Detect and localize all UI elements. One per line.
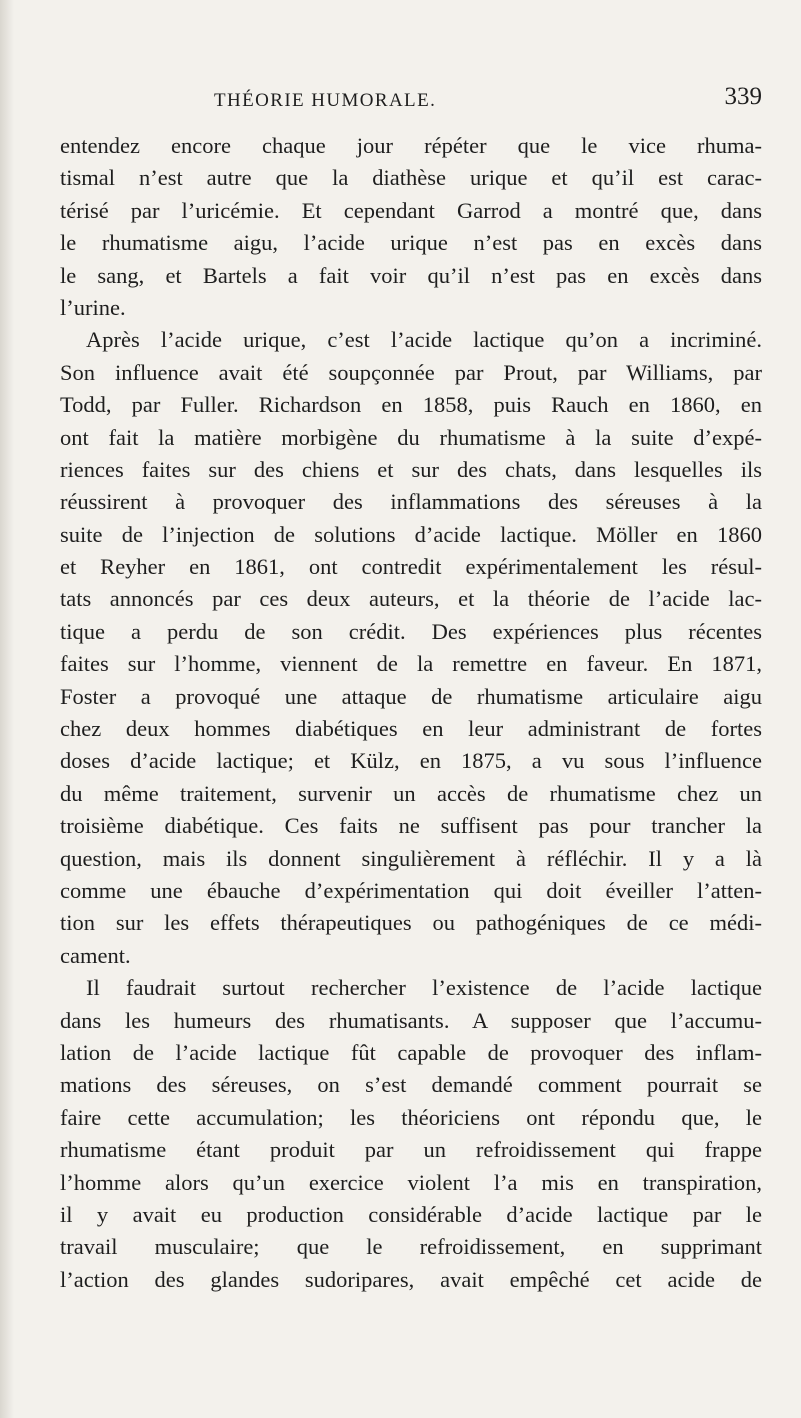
text-line: Il faudrait surtout rechercher l’existence de l’acide lactique bbox=[86, 975, 762, 1001]
text-line: suite de l’injection de solutions d’acide lactique. Möller en 1860 bbox=[60, 521, 762, 547]
running-title: THÉORIE HUMORALE. bbox=[214, 90, 437, 111]
text-line: comme une ébauche d’expérimentation qui doit éveiller l’atten- bbox=[60, 877, 762, 903]
text-line: cament. bbox=[60, 942, 131, 968]
text-line: faire cette accumulation; les théoriciens ont répondu que, le bbox=[60, 1104, 762, 1130]
text-line: rhumatisme étant produit par un refroidissement qui frappe bbox=[60, 1137, 762, 1163]
text-line: doses d’acide lactique; et Külz, en 1875, a vu sous l’influence bbox=[60, 748, 762, 774]
text-line: Après l’acide urique, c’est l’acide lactique qu’on a incriminé. bbox=[86, 327, 762, 353]
text-line: troisième diabétique. Ces faits ne suffisent pas pour trancher la bbox=[60, 813, 762, 839]
body-text bbox=[60, 130, 762, 1296]
page-gutter-shadow bbox=[0, 0, 14, 1418]
text-line: riences faites sur des chiens et sur des chats, dans lesquelles ils bbox=[60, 456, 762, 482]
text-line: l’action des glandes sudoripares, avait empêché cet acide de bbox=[60, 1266, 762, 1292]
text-line: mations des séreuses, on s’est demandé comment pourrait se bbox=[60, 1072, 762, 1098]
text-line: l’homme alors qu’un exercice violent l’a mis en transpiration, bbox=[60, 1169, 762, 1195]
text-line: question, mais ils donnent singulièrement à réfléchir. Il y a là bbox=[60, 845, 762, 871]
text-line: tismal n’est autre que la diathèse urique et qu’il est carac- bbox=[60, 165, 762, 191]
text-line: Todd, par Fuller. Richardson en 1858, puis Rauch en 1860, en bbox=[60, 392, 762, 418]
text-line: chez deux hommes diabétiques en leur administrant de fortes bbox=[60, 716, 762, 742]
text-line: dans les humeurs des rhumatisants. A supposer que l’accumu- bbox=[60, 1007, 762, 1033]
text-line: du même traitement, survenir un accès de rhumatisme chez un bbox=[60, 780, 762, 806]
text-line: il y avait eu production considérable d’acide lactique par le bbox=[60, 1201, 762, 1227]
text-line: lation de l’acide lactique fût capable de provoquer des inflam- bbox=[60, 1039, 762, 1065]
text-line: ont fait la matière morbigène du rhumatisme à la suite d’expé- bbox=[60, 424, 762, 450]
page-number: 339 bbox=[724, 83, 762, 110]
text-line: l’urine. bbox=[60, 294, 126, 320]
text-line: tique a perdu de son crédit. Des expériences plus récentes bbox=[60, 618, 762, 644]
text-line: Son influence avait été soupçonnée par Prout, par Williams, par bbox=[60, 359, 762, 385]
text-line: tats annoncés par ces deux auteurs, et la théorie de l’acide lac- bbox=[60, 586, 762, 612]
text-line: le rhumatisme aigu, l’acide urique n’est pas en excès dans bbox=[60, 230, 762, 256]
text-line: réussirent à provoquer des inflammations des séreuses à la bbox=[60, 489, 762, 515]
text-line: térisé par l’uricémie. Et cependant Garrod a montré que, dans bbox=[60, 197, 762, 223]
text-line: Foster a provoqué une attaque de rhumatisme articulaire aigu bbox=[60, 683, 762, 709]
text-line: entendez encore chaque jour répéter que le vice rhuma- bbox=[60, 133, 762, 158]
text-line: le sang, et Bartels a fait voir qu’il n’est pas en excès dans bbox=[60, 262, 762, 288]
page-header bbox=[60, 83, 762, 116]
text-line: et Reyher en 1861, ont contredit expérimentalement les résul- bbox=[60, 554, 762, 580]
text-line: faites sur l’homme, viennent de la remettre en faveur. En 1871, bbox=[60, 651, 762, 677]
text-line: tion sur les effets thérapeutiques ou pathogéniques de ce médi- bbox=[60, 910, 762, 936]
text-line: travail musculaire; que le refroidissement, en supprimant bbox=[60, 1234, 762, 1260]
